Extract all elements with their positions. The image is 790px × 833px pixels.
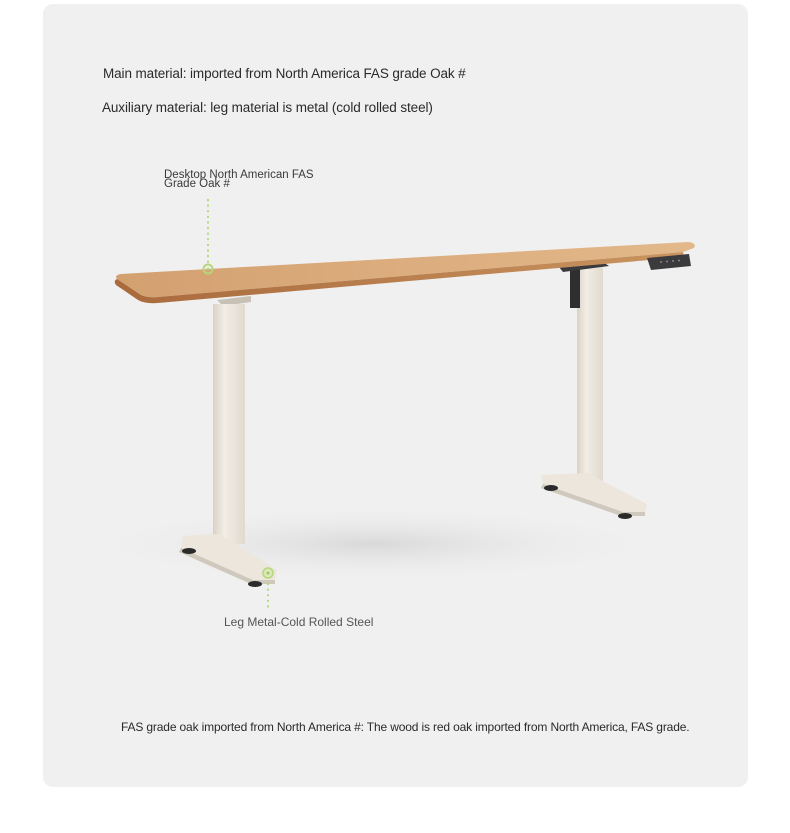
main-material-text: Main material: imported from North America FAS grade Oak # <box>103 66 466 81</box>
standing-desk-image <box>43 4 748 787</box>
desktop-callout-line2: Grade Oak # <box>164 178 230 190</box>
auxiliary-material-text: Auxiliary material: leg material is metal (cold rolled steel) <box>102 100 433 115</box>
oak-desktop <box>115 242 695 303</box>
desktop-callout-label <box>164 171 344 189</box>
floor-shadow <box>73 504 673 584</box>
wood-grade-footnote: FAS grade oak imported from North America #: The wood is red oak imported from North America, FAS grade. <box>121 720 690 734</box>
desktop-callout-line1: Desktop North American FAS <box>164 169 314 181</box>
product-detail-card <box>43 4 748 787</box>
leg-callout-marker <box>263 568 273 608</box>
desktop-callout-marker <box>204 200 213 274</box>
leg-callout-label: Leg Metal-Cold Rolled Steel <box>224 615 374 629</box>
right-leg <box>541 262 647 519</box>
